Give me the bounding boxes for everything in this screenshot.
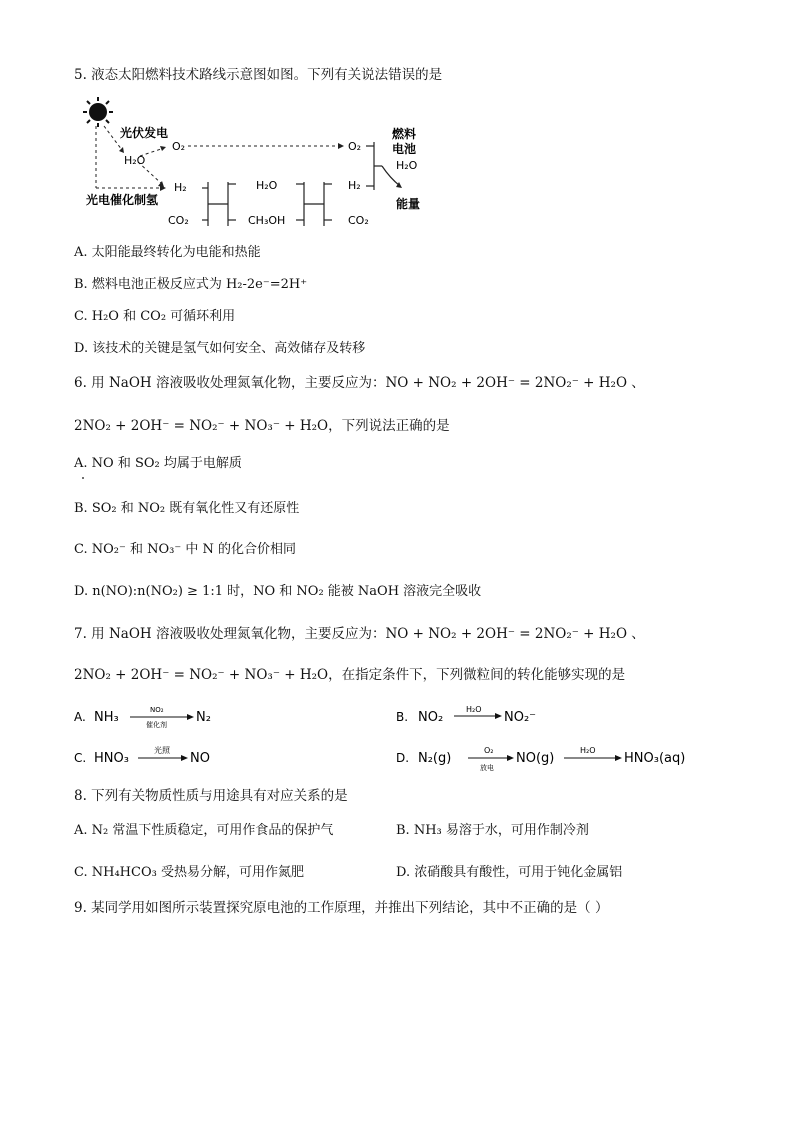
svg-text:HNO₃: HNO₃ <box>94 751 129 766</box>
svg-text:放电: 放电 <box>480 764 494 772</box>
q8-option-a: A. N₂ 常温下性质稳定，可用作食品的保护气 <box>74 823 334 838</box>
q7-option-c <box>72 743 272 771</box>
q5-stem: 5. 液态太阳燃料技术路线示意图如图。下列有关说法错误的是 <box>74 67 443 83</box>
fuel-cell-label-1: 燃料 <box>392 127 417 141</box>
h2o-left: H₂O <box>124 154 146 167</box>
q8-stem: 8. 下列有关物质性质与用途具有对应关系的是 <box>74 788 348 804</box>
svg-text:O₂: O₂ <box>484 746 494 755</box>
q7-option-b <box>394 702 614 730</box>
q7-option-a <box>72 702 272 730</box>
o2-left: O₂ <box>172 140 186 153</box>
svg-text:C.: C. <box>74 751 87 765</box>
q6-stem-line2: 2NO₂ + 2OH⁻ = NO₂⁻ + NO₃⁻ + H₂O，下列说法正确的是 <box>74 418 450 434</box>
q6-option-a: A. NO 和 SO₂ 均属于电解质 <box>74 456 242 471</box>
q9-stem: 9. 某同学用如图所示装置探究原电池的工作原理，并推出下列结论，其中不正确的是（ ） <box>74 900 609 916</box>
svg-text:光照: 光照 <box>154 746 170 755</box>
pec-label: 光电催化制氢 <box>86 193 159 207</box>
svg-text:NH₃: NH₃ <box>94 710 119 725</box>
q6-option-b: B. SO₂ 和 NO₂ 既有氧化性又有还原性 <box>74 501 300 516</box>
svg-text:NO(g): NO(g) <box>516 751 555 766</box>
q8-option-c: C. NH₄HCO₃ 受热易分解，可用作氮肥 <box>74 865 304 880</box>
svg-text:H₂O: H₂O <box>466 705 482 714</box>
svg-text:N₂: N₂ <box>196 710 211 725</box>
svg-text:D.: D. <box>396 751 410 765</box>
svg-text:NO₂: NO₂ <box>418 710 444 725</box>
q5-option-b: B. 燃料电池正极反应式为 H₂-2e⁻=2H⁺ <box>74 277 308 292</box>
q8-option-b: B. NH₃ 易溶于水，可用作制冷剂 <box>396 823 589 838</box>
svg-text:A.: A. <box>74 710 86 724</box>
co2-left: CO₂ <box>168 214 189 227</box>
h2-right: H₂ <box>348 179 361 192</box>
q5-option-c: C. H₂O 和 CO₂ 可循环利用 <box>74 309 236 324</box>
sun-icon <box>83 97 113 127</box>
svg-text:NO₂: NO₂ <box>150 706 164 714</box>
q5-option-d: D. 该技术的关键是氢气如何安全、高效储存及转移 <box>74 341 366 356</box>
svg-text:H₂O: H₂O <box>580 746 596 755</box>
svg-text:NO: NO <box>190 751 210 766</box>
q5-diagram <box>78 96 438 234</box>
h2-left: H₂ <box>174 181 187 194</box>
h2o-right: H₂O <box>396 159 418 172</box>
q5-option-a: A. 太阳能最终转化为电能和热能 <box>74 245 261 260</box>
h2o-mid: H₂O <box>256 179 278 192</box>
svg-text:HNO₃(aq): HNO₃(aq) <box>624 751 686 766</box>
fuel-cell-label-2: 电池 <box>392 142 417 156</box>
pv-label: 光伏发电 <box>120 126 169 140</box>
q7-stem-line1: 7. 用 NaOH 溶液吸收处理氮氧化物，主要反应为：NO + NO₂ + 2OH⁻ = 2NO₂⁻ + H₂O 、 <box>74 626 645 642</box>
energy-label: 能量 <box>396 197 421 211</box>
q6-stem-line1: 6. 用 NaOH 溶液吸收处理氮氧化物，主要反应为：NO + NO₂ + 2OH⁻ = 2NO₂⁻ + H₂O 、 <box>74 375 645 391</box>
co2-right: CO₂ <box>348 214 369 227</box>
svg-text:NO₂⁻: NO₂⁻ <box>504 710 537 725</box>
q6-option-c: C. NO₂⁻ 和 NO₃⁻ 中 N 的化合价相同 <box>74 542 296 557</box>
ch3oh-mid: CH₃OH <box>248 214 286 227</box>
svg-text:催化剂: 催化剂 <box>146 721 167 729</box>
q8-option-d: D. 浓硝酸具有酸性，可用于钝化金属铝 <box>396 865 623 880</box>
q7-stem-line2: 2NO₂ + 2OH⁻ = NO₂⁻ + NO₃⁻ + H₂O，在指定条件下，下列微粒间的转化能够实现的是 <box>74 667 626 683</box>
svg-text:N₂(g): N₂(g) <box>418 751 452 766</box>
q7-option-d <box>394 743 714 773</box>
stray-dot <box>82 477 84 479</box>
q6-option-d: D. n(NO):n(NO₂) ≥ 1:1 时，NO 和 NO₂ 能被 NaOH 溶液完全吸收 <box>74 584 482 599</box>
svg-text:B.: B. <box>396 710 409 724</box>
o2-right: O₂ <box>348 140 362 153</box>
